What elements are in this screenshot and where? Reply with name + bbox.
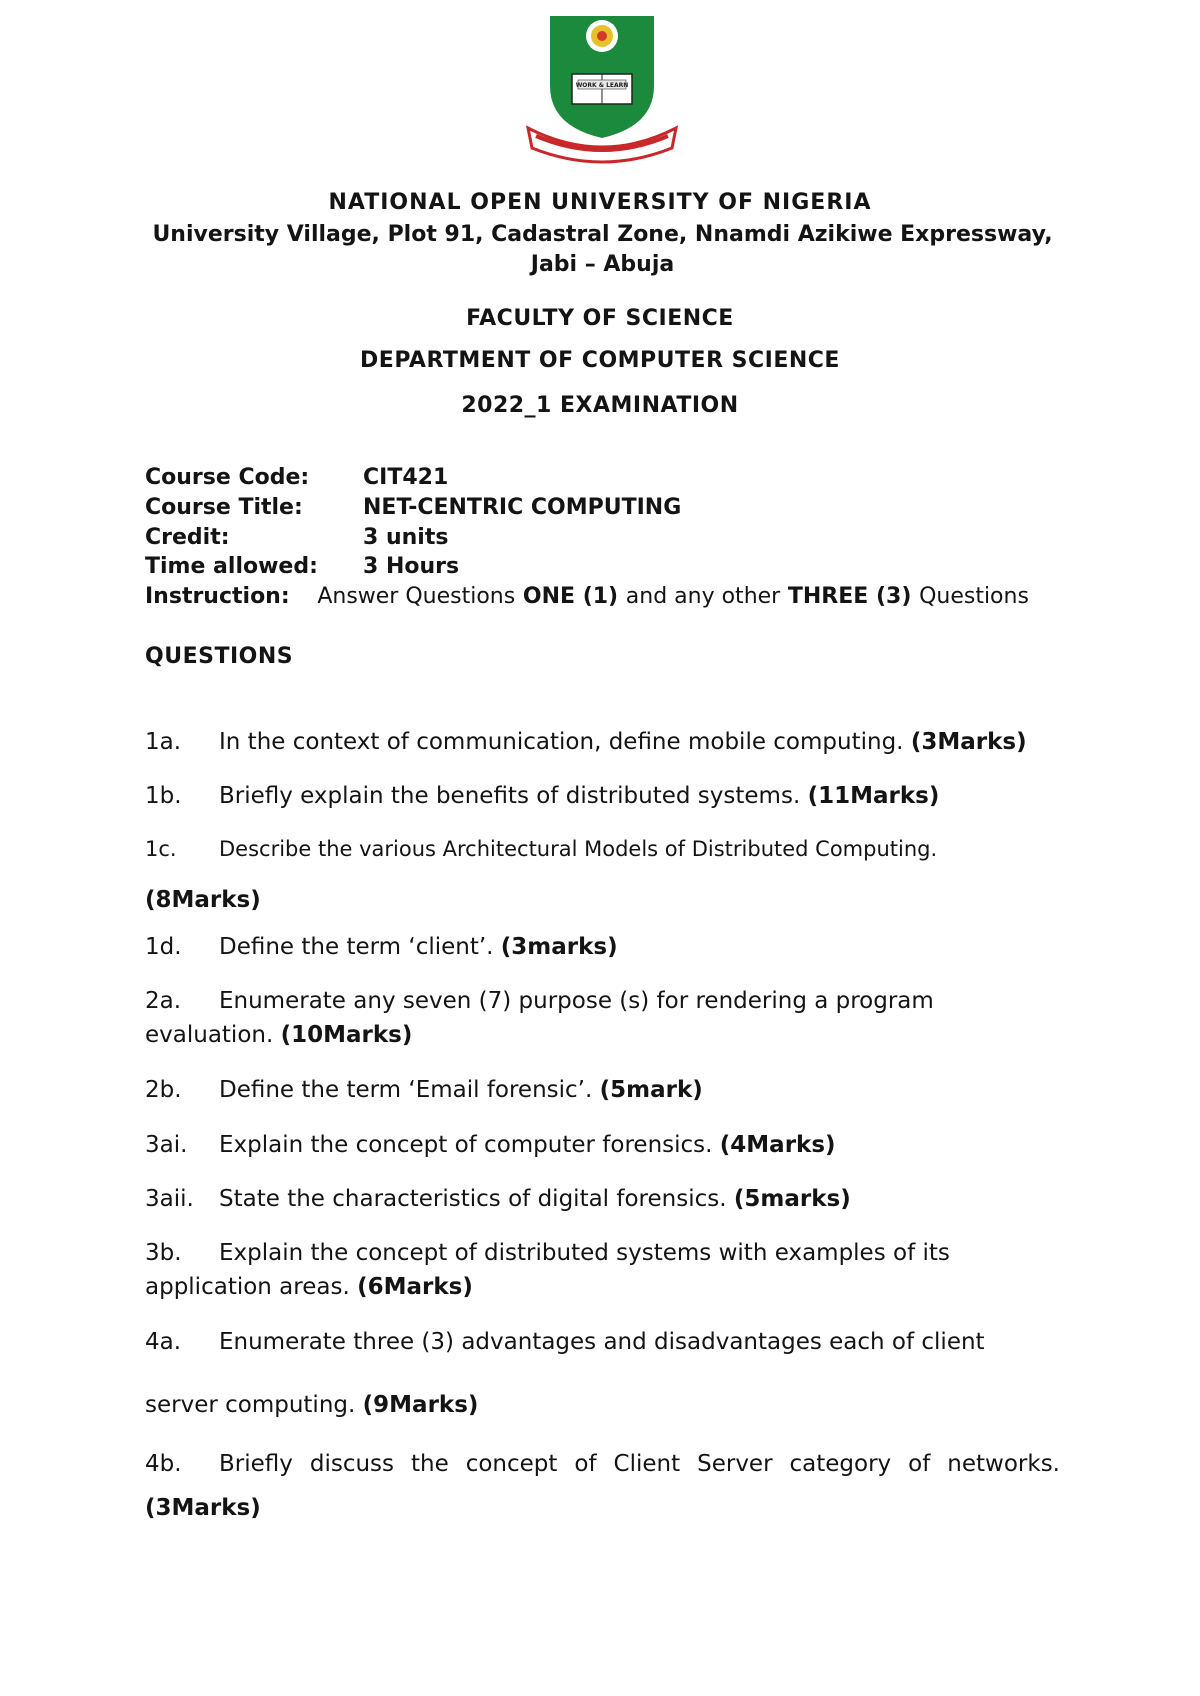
faculty-name: FACULTY OF SCIENCE xyxy=(466,306,734,331)
credit-value: 3 units xyxy=(363,525,449,550)
university-logo xyxy=(522,16,682,168)
question-text: State the characteristics of digital forensics. xyxy=(219,1186,727,1212)
logo-text: WORK & LEARN xyxy=(575,82,629,89)
question-3ai xyxy=(145,1128,1060,1162)
question-1a xyxy=(145,725,1060,759)
question-text: Explain the concept of distributed systems with examples of its application areas. xyxy=(145,1240,950,1300)
instruction-row xyxy=(145,582,1029,612)
question-marks: (11Marks) xyxy=(807,783,940,809)
time-row xyxy=(145,552,459,582)
question-text: Briefly discuss the concept of Client Server category of networks. xyxy=(219,1451,1060,1477)
question-2a xyxy=(145,984,975,1052)
question-number: 1c. xyxy=(145,837,177,861)
question-text: Briefly explain the benefits of distributed systems. xyxy=(219,783,801,809)
question-text: Explain the concept of computer forensics. xyxy=(219,1132,713,1158)
course-title-value: NET-CENTRIC COMPUTING xyxy=(363,495,682,520)
course-code-value: CIT421 xyxy=(363,465,449,490)
question-number: 1d. xyxy=(145,934,182,960)
question-marks: (4Marks) xyxy=(719,1132,836,1158)
question-text: server computing. xyxy=(145,1392,356,1418)
question-marks: (6Marks) xyxy=(357,1274,473,1300)
question-number: 4b. xyxy=(145,1451,182,1477)
question-marks: (9Marks) xyxy=(362,1392,479,1418)
examination-title: 2022_1 EXAMINATION xyxy=(461,393,739,418)
questions-heading: QUESTIONS xyxy=(145,644,294,669)
credit-row xyxy=(145,523,448,553)
instruction-post: Questions xyxy=(919,584,1029,609)
university-address: University Village, Plot 91, Cadastral Zone, Nnamdi Azikiwe Expressway, Jabi – Abuja xyxy=(152,222,1053,277)
question-1c-marks: (8Marks) xyxy=(145,887,261,913)
time-label: Time allowed: xyxy=(145,554,318,579)
question-1c xyxy=(145,832,1060,866)
credit-label: Credit: xyxy=(145,525,230,550)
question-marks: (5marks) xyxy=(733,1186,851,1212)
question-marks: (10Marks) xyxy=(280,1022,413,1048)
question-4b xyxy=(145,1447,1060,1481)
question-number: 1b. xyxy=(145,783,182,809)
question-number: 3ai. xyxy=(145,1132,188,1158)
question-1b xyxy=(145,779,1060,813)
instruction-pre: Answer Questions xyxy=(317,584,516,609)
course-code-row xyxy=(145,463,448,493)
question-number: 3b. xyxy=(145,1240,182,1266)
instruction-three: THREE (3) xyxy=(787,584,912,609)
question-marks: (3Marks) xyxy=(910,729,1027,755)
time-value: 3 Hours xyxy=(363,554,460,579)
question-text: Define the term ‘Email forensic’. xyxy=(219,1077,593,1103)
question-4b-marks: (3Marks) xyxy=(145,1495,261,1521)
university-name: NATIONAL OPEN UNIVERSITY OF NIGERIA xyxy=(328,190,872,215)
question-number: 1a. xyxy=(145,729,182,755)
course-title-label: Course Title: xyxy=(145,495,303,520)
question-text: Define the term ‘client’. xyxy=(219,934,494,960)
question-4a-continued xyxy=(145,1388,1060,1422)
question-marks: (3marks) xyxy=(500,934,618,960)
question-text: In the context of communication, define mobile computing. xyxy=(219,729,904,755)
question-number: 4a. xyxy=(145,1329,182,1355)
question-2b xyxy=(145,1073,1060,1107)
question-number: 2a. xyxy=(145,988,182,1014)
question-3b xyxy=(145,1236,975,1304)
question-number: 2b. xyxy=(145,1077,182,1103)
question-number: 3aii. xyxy=(145,1186,194,1212)
instruction-one: ONE (1) xyxy=(522,584,619,609)
instruction-label: Instruction: xyxy=(145,584,290,609)
question-text: Describe the various Architectural Models of Distributed Computing. xyxy=(219,837,938,861)
instruction-mid: and any other xyxy=(625,584,781,609)
course-title-row xyxy=(145,493,681,523)
question-text: Enumerate three (3) advantages and disadvantages each of client xyxy=(219,1329,985,1355)
department-name: DEPARTMENT OF COMPUTER SCIENCE xyxy=(360,348,840,373)
course-code-label: Course Code: xyxy=(145,465,310,490)
question-text: Enumerate any seven (7) purpose (s) for rendering a program evaluation. xyxy=(145,988,934,1048)
question-marks: (5mark) xyxy=(599,1077,703,1103)
question-4a xyxy=(145,1325,1060,1359)
question-3aii xyxy=(145,1182,1060,1216)
question-1d xyxy=(145,930,1060,964)
